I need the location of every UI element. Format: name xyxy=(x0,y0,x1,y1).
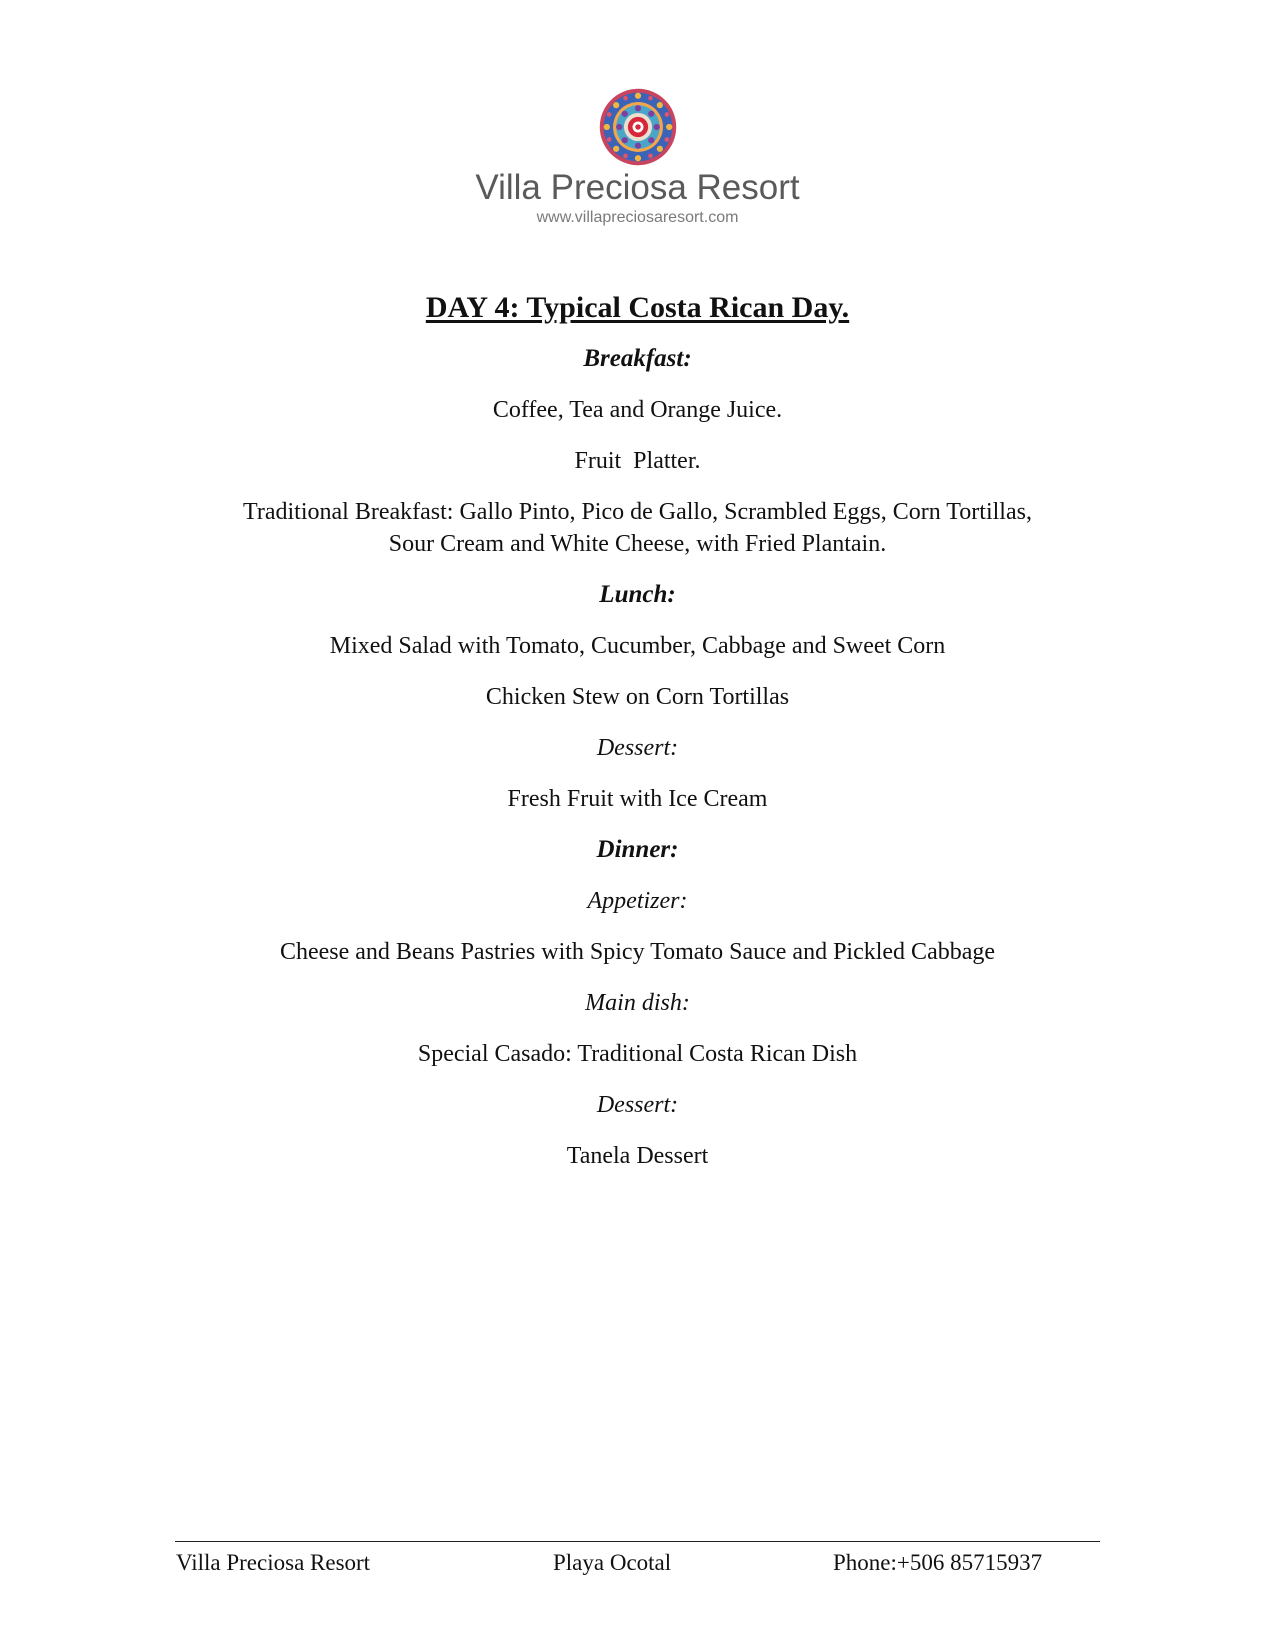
lunch-item: Chicken Stew on Corn Tortillas xyxy=(485,684,790,710)
mandala-logo-icon xyxy=(599,88,677,166)
breakfast-item: Sour Cream and White Cheese, with Fried Plantain. xyxy=(388,531,887,557)
dinner-dessert: Tanela Dessert xyxy=(566,1143,709,1169)
resort-logo xyxy=(0,88,1275,228)
page-title: DAY 4: Typical Costa Rican Day. xyxy=(425,291,850,324)
dinner-appetizer-label: Appetizer: xyxy=(587,888,688,914)
footer-divider xyxy=(175,1541,1100,1542)
lunch-dessert: Fresh Fruit with Ice Cream xyxy=(507,786,768,812)
lunch-heading: Lunch: xyxy=(599,581,676,608)
footer-resort-name: Villa Preciosa Resort xyxy=(176,1550,371,1575)
dinner-dessert-label: Dessert: xyxy=(596,1092,679,1118)
breakfast-item: Fruit Platter. xyxy=(574,448,701,474)
breakfast-heading: Breakfast: xyxy=(583,345,692,372)
dinner-main: Special Casado: Traditional Costa Rican Dish xyxy=(417,1041,858,1067)
footer-phone: Phone:+506 85715937 xyxy=(833,1550,1043,1575)
breakfast-item: Coffee, Tea and Orange Juice. xyxy=(492,397,783,423)
menu-content xyxy=(0,290,1275,1172)
dinner-main-label: Main dish: xyxy=(585,990,690,1016)
footer xyxy=(0,1548,1275,1582)
footer-location: Playa Ocotal xyxy=(553,1550,672,1575)
logo-name: Villa Preciosa Resort xyxy=(475,168,800,207)
breakfast-item: Traditional Breakfast: Gallo Pinto, Pico de Gallo, Scrambled Eggs, Corn Tortillas, xyxy=(243,499,1032,525)
dinner-heading: Dinner: xyxy=(596,836,679,863)
lunch-dessert-label: Dessert: xyxy=(596,735,679,761)
dinner-appetizer: Cheese and Beans Pastries with Spicy Tomato Sauce and Pickled Cabbage xyxy=(279,939,996,965)
logo-url: www.villapreciosaresort.com xyxy=(536,209,739,226)
lunch-item: Mixed Salad with Tomato, Cucumber, Cabbage and Sweet Corn xyxy=(329,633,946,659)
